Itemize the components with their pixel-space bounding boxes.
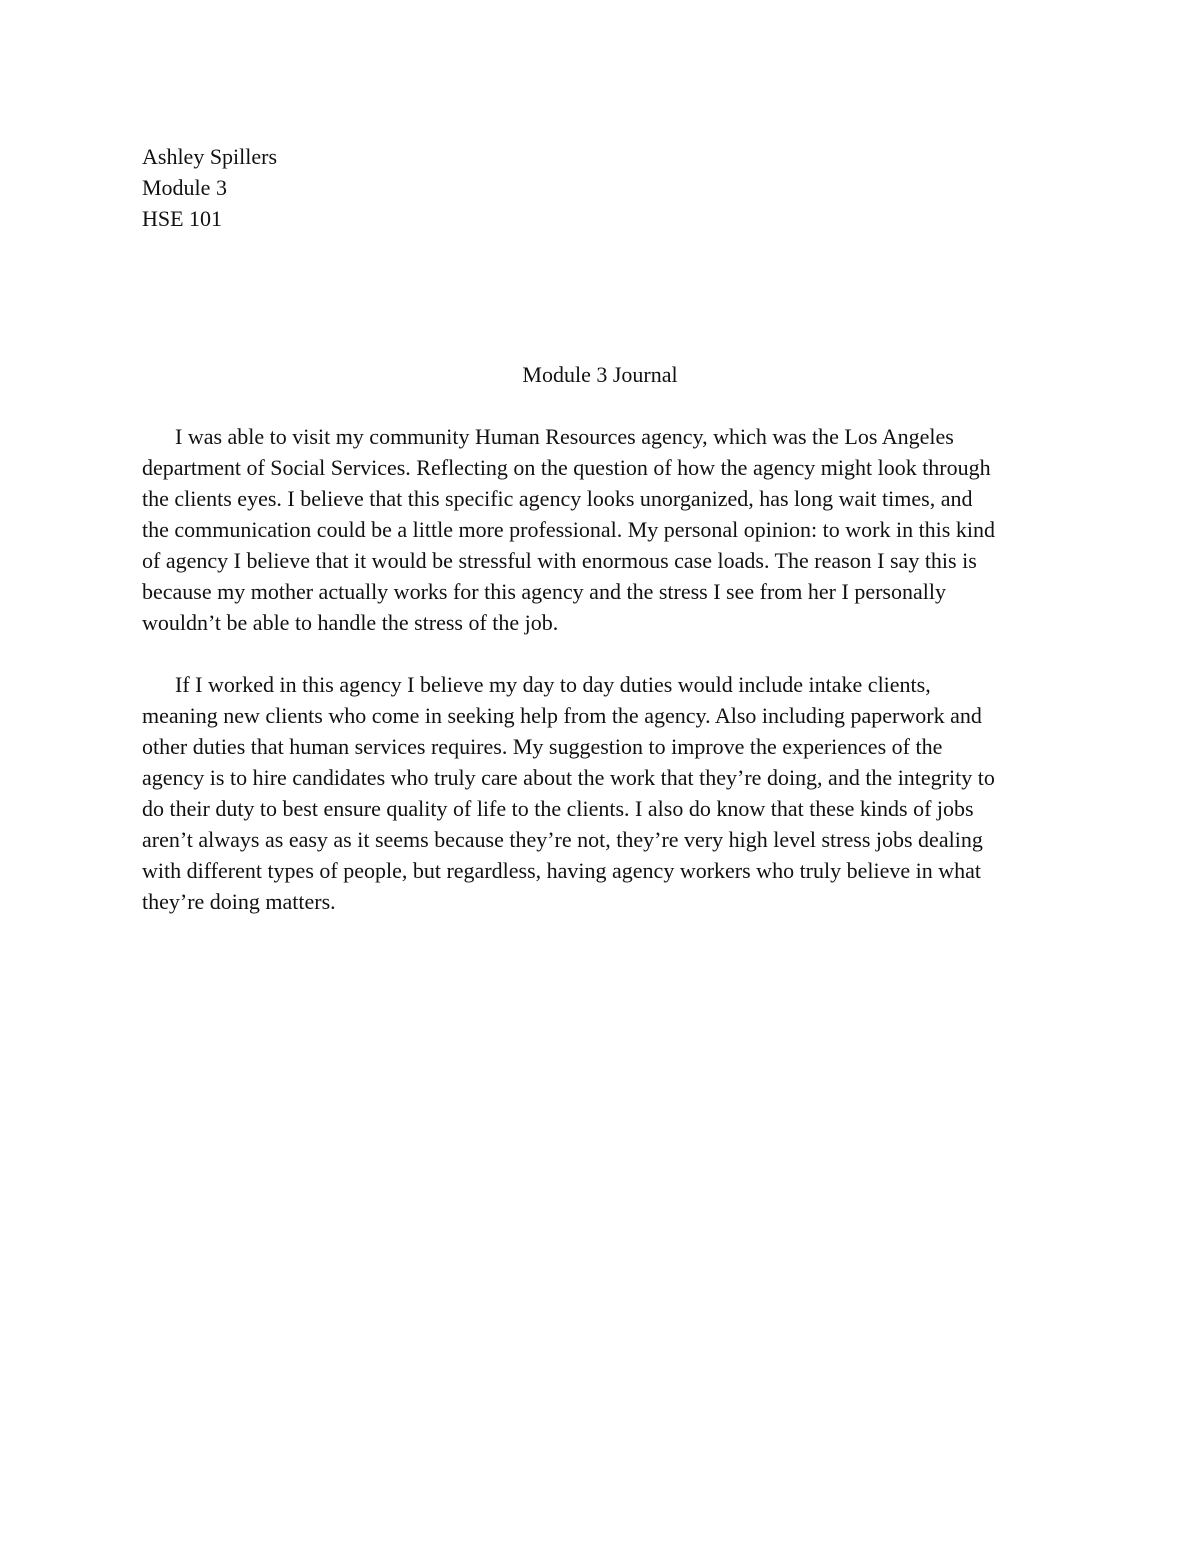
paragraph-line: with different types of people, but regardless, having agency workers who truly believe in what <box>142 858 982 883</box>
paragraph-line: agency is to hire candidates who truly care about the work that they’re doing, and the integrity to <box>142 765 995 790</box>
paragraph-line: wouldn’t be able to handle the stress of the job. <box>142 610 559 635</box>
paragraph-line: I was able to visit my community Human Resources agency, which was the Los Angeles <box>175 424 954 449</box>
paragraph-1 <box>142 421 995 638</box>
paragraph-line: the clients eyes. I believe that this specific agency looks unorganized, has long wait times, and <box>142 486 973 511</box>
paragraph-line: the communication could be a little more professional. My personal opinion: to work in this kind <box>142 517 995 542</box>
paragraph-line: because my mother actually works for this agency and the stress I see from her I personally <box>142 579 946 604</box>
paragraph-line: other duties that human services requires. My suggestion to improve the experiences of the <box>142 734 943 759</box>
paragraph-line: department of Social Services. Reflecting on the question of how the agency might look through <box>142 455 991 480</box>
course-code: HSE 101 <box>142 206 223 231</box>
paragraph-2 <box>142 669 995 917</box>
document-header <box>142 141 277 234</box>
paragraph-line: they’re doing matters. <box>142 889 336 914</box>
paragraph-line: of agency I believe that it would be stressful with enormous case loads. The reason I say this is <box>142 548 977 573</box>
paragraph-line: If I worked in this agency I believe my day to day duties would include intake clients, <box>175 672 931 697</box>
document-title: Module 3 Journal <box>522 362 678 387</box>
module-label: Module 3 <box>142 175 227 200</box>
paragraph-line: aren’t always as easy as it seems because they’re not, they’re very high level stress jobs dealing <box>142 827 983 852</box>
paragraph-line: meaning new clients who come in seeking help from the agency. Also including paperwork and <box>142 703 982 728</box>
author-name: Ashley Spillers <box>142 144 278 169</box>
paragraph-line: do their duty to best ensure quality of life to the clients. I also do know that these kinds of jobs <box>142 796 974 821</box>
